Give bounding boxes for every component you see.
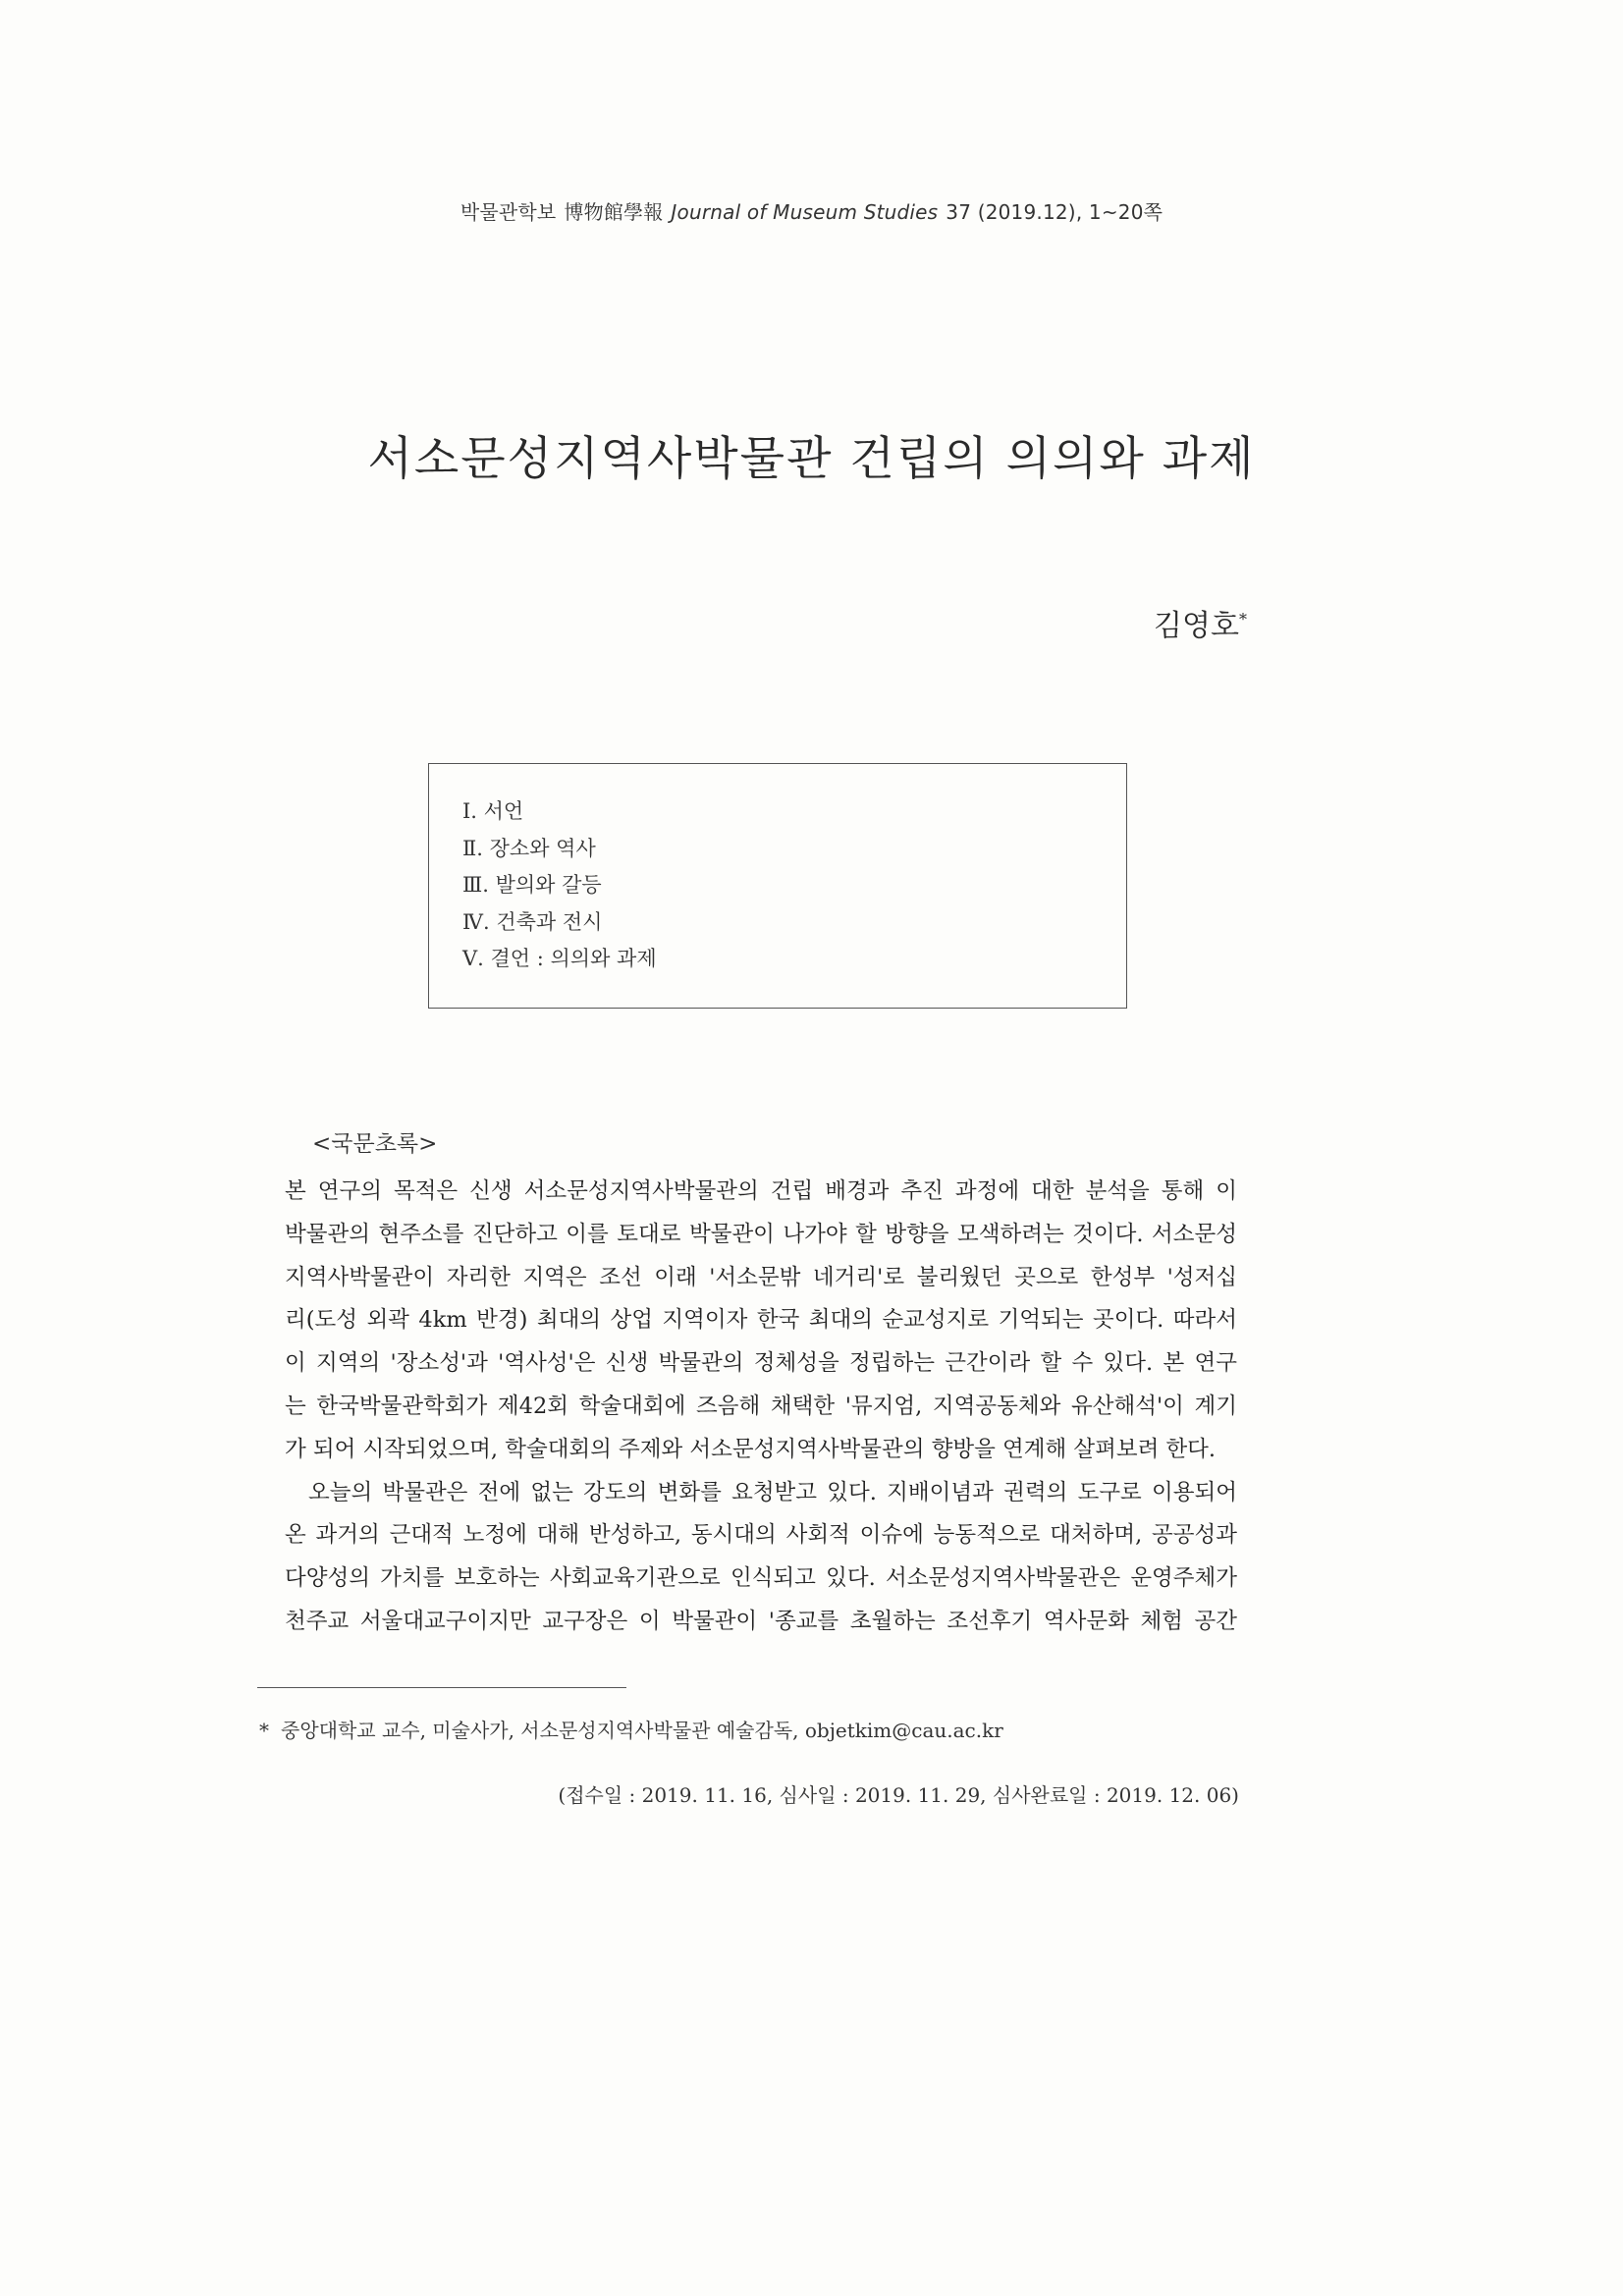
author-footnote-mark: *	[1239, 610, 1247, 629]
abstract-line: 박물관의 현주소를 진단하고 이를 토대로 박물관이 나가야 할 방향을 모색하려는 것이다. 서소문성	[285, 1221, 1237, 1247]
abstract-line: 리(도성 외곽 4km 반경) 최대의 상업 지역이자 한국 최대의 순교성지로 기억되는 곳이다. 따라서	[285, 1307, 1237, 1334]
abstract-paragraph-2	[285, 1472, 1237, 1644]
journal-english-name: Journal of Museum Studies	[671, 200, 939, 224]
abstract-line: 다양성의 가치를 보호하는 사회교육기관으로 인식되고 있다. 서소문성지역사박물관은 운영주체가	[285, 1565, 1237, 1592]
author	[1154, 601, 1247, 644]
abstract-line: 지역사박물관이 자리한 지역은 조선 이래 '서소문밖 네거리'로 불리웠던 곳으로 한성부 '성저십	[285, 1264, 1237, 1290]
footnote	[259, 1715, 1003, 1743]
abstract-line: 가 되어 시작되었으며, 학술대회의 주제와 서소문성지역사박물관의 향방을 연계해 살펴보려 한다.	[285, 1436, 1217, 1462]
footnote-text: 중앙대학교 교수, 미술사가, 서소문성지역사박물관 예술감독, objetkim@cau.ac.kr	[281, 1719, 1003, 1742]
abstract-line: 천주교 서울대교구이지만 교구장은 이 박물관이 '종교를 초월하는 조선후기 역사문화 체험 공간	[285, 1608, 1237, 1634]
footnote-mark: *	[259, 1719, 269, 1742]
toc-item: Ⅳ. 건축과 전시	[462, 909, 603, 934]
journal-korean-name: 박물관학보	[460, 200, 557, 224]
toc-item: Ⅲ. 발의와 갈등	[462, 873, 602, 897]
running-header	[0, 196, 1623, 225]
toc-item: Ⅰ. 서언	[462, 799, 524, 823]
toc-item: Ⅱ. 장소와 역사	[462, 836, 596, 860]
footnote-divider	[257, 1687, 626, 1688]
journal-issue: 37 (2019.12), 1~20쪽	[946, 200, 1163, 224]
toc-item: Ⅴ. 결언 : 의의와 과제	[462, 947, 657, 970]
author-name: 김영호	[1154, 609, 1239, 643]
paper-title: 서소문성지역사박물관 건립의 의의와 과제	[367, 432, 1256, 486]
submission-dates: (접수일 : 2019. 11. 16, 심사일 : 2019. 11. 29, 심사완료일 : 2019. 12. 06)	[558, 1783, 1239, 1807]
abstract-body	[285, 1171, 1237, 1644]
abstract-line: 는 한국박물관학회가 제42회 학술대회에 즈음해 채택한 '뮤지엄, 지역공동체와 유산해석'이 계기	[285, 1393, 1237, 1419]
abstract-line: 본 연구의 목적은 신생 서소문성지역사박물관의 건립 배경과 추진 과정에 대한 분석을 통해 이	[285, 1178, 1237, 1204]
table-of-contents	[428, 763, 1127, 1009]
abstract-line: 이 지역의 '장소성'과 '역사성'은 신생 박물관의 정체성을 정립하는 근간이라 할 수 있다. 본 연구	[285, 1350, 1237, 1377]
abstract-paragraph-1	[285, 1171, 1237, 1472]
abstract-heading: <국문초록>	[312, 1131, 438, 1157]
abstract-line: 온 과거의 근대적 노정에 대해 반성하고, 동시대의 사회적 이슈에 능동적으로 대처하며, 공공성과	[285, 1522, 1237, 1549]
abstract-line: 오늘의 박물관은 전에 없는 강도의 변화를 요청받고 있다. 지배이념과 권력의 도구로 이용되어	[308, 1479, 1237, 1505]
journal-hanja-name: 博物館學報	[564, 200, 664, 224]
